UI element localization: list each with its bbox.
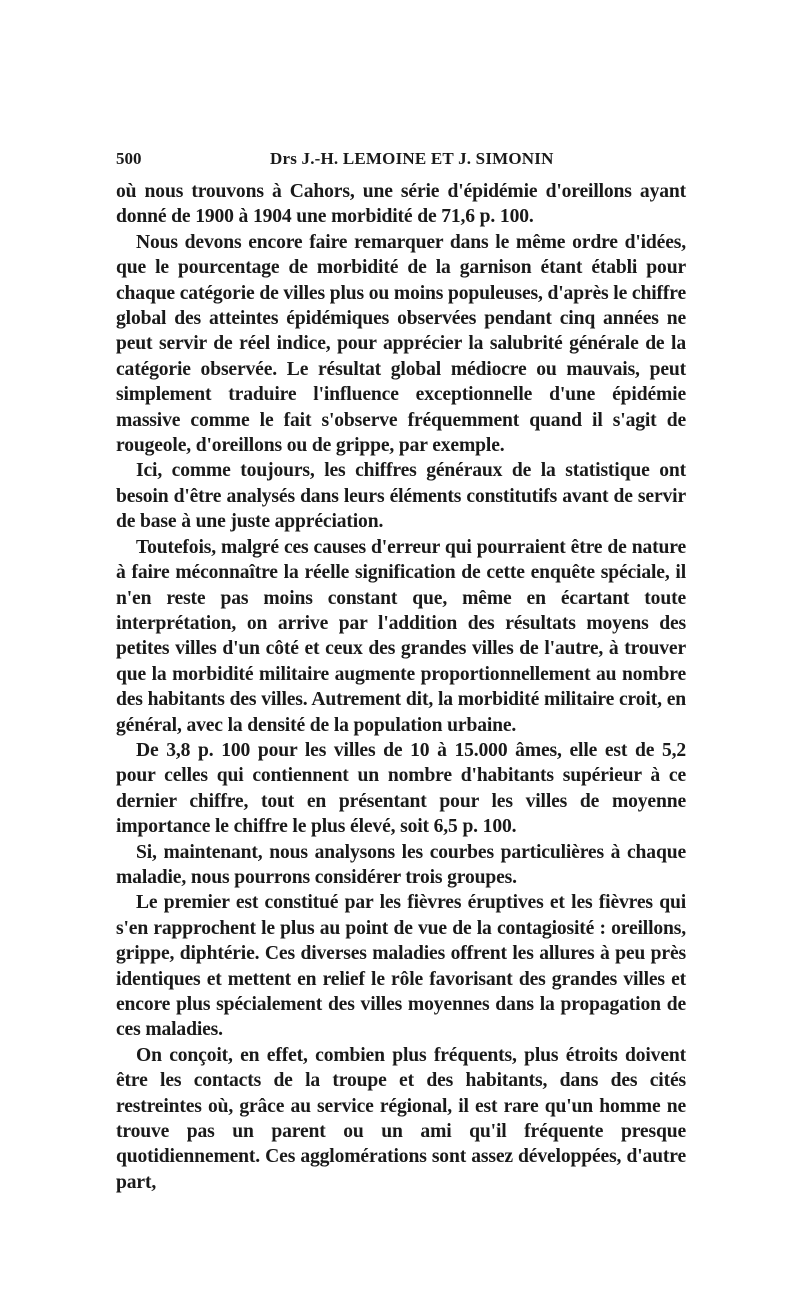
running-head [116, 148, 686, 170]
running-head-authors: Drs J.-H. LEMOINE ET J. SIMONIN [270, 149, 554, 168]
paragraph: Toutefois, malgré ces causes d'erreur qui pourraient être de nature à faire méconnaître la réelle signification de cette enquête spéciale, il n'en reste pas moins constant que, même en écartant toute interprétation, on arrive par l'addition des résultats moyens des petites villes d'un côté et ceux des grandes villes de l'autre, à trouver que la morbidité militaire augmente proportionnellement au nombre des habitants des villes. Autrement dit, la morbidité militaire croit, en général, avec la densité de la population urbaine. [116, 536, 686, 736]
paragraph: Nous devons encore faire remarquer dans le même ordre d'idées, que le pourcentage de morbidité de la garnison étant établi pour chaque catégorie de villes plus ou moins populeuses, d'après le chiffre global des atteintes épidémiques observées pendant cinq années ne peut servir de réel indice, pour apprécier la salubrité générale de la catégorie observée. Le résultat global médiocre ou mauvais, peut simplement traduire l'influence exceptionnelle d'une épidémie massive comme le fait s'observe fréquemment quand il s'agit de rougeole, d'oreillons ou de grippe, par exemple. [116, 231, 686, 457]
paragraph: Ici, comme toujours, les chiffres généraux de la statistique ont besoin d'être analysés dans leurs éléments constitutifs avant de servir de base à une juste appréciation. [116, 460, 686, 533]
paragraph-continuation: où nous trouvons à Cahors, une série d'épidémie d'oreillons ayant donné de 1900 à 1904 une morbidité de 71,6 p. 100. [116, 181, 686, 228]
paragraph: Le premier est constitué par les fièvres éruptives et les fièvres qui s'en rapprochent le plus au point de vue de la contagiosité : oreillons, grippe, diphtérie. Ces diverses maladies offrent les allures à peu près identiques et mettent en relief le rôle favorisant des grandes villes et encore plus spécialement des villes moyennes dans la propagation de ces maladies. [116, 892, 686, 1041]
page-number: 500 [116, 149, 142, 168]
paragraph: De 3,8 p. 100 pour les villes de 10 à 15.000 âmes, elle est de 5,2 pour celles qui contiennent un nombre d'habitants supérieur à ce dernier chiffre, tout en présentant pour les villes de moyenne importance le chiffre le plus élevé, soit 6,5 p. 100. [116, 739, 686, 838]
paragraph: On conçoit, en effet, combien plus fréquents, plus étroits doivent être les contacts de la troupe et des habitants, dans des cités restreintes où, grâce au service régional, il est rare qu'un homme ne trouve pas un parent ou un ami qu'il fréquente presque quotidiennement. Ces agglomérations sont assez développées, d'autre part, [116, 1044, 686, 1193]
paragraph: Si, maintenant, nous analysons les courbes particulières à chaque maladie, nous pourrons considérer trois groupes. [116, 841, 686, 888]
body-text [116, 179, 686, 1195]
